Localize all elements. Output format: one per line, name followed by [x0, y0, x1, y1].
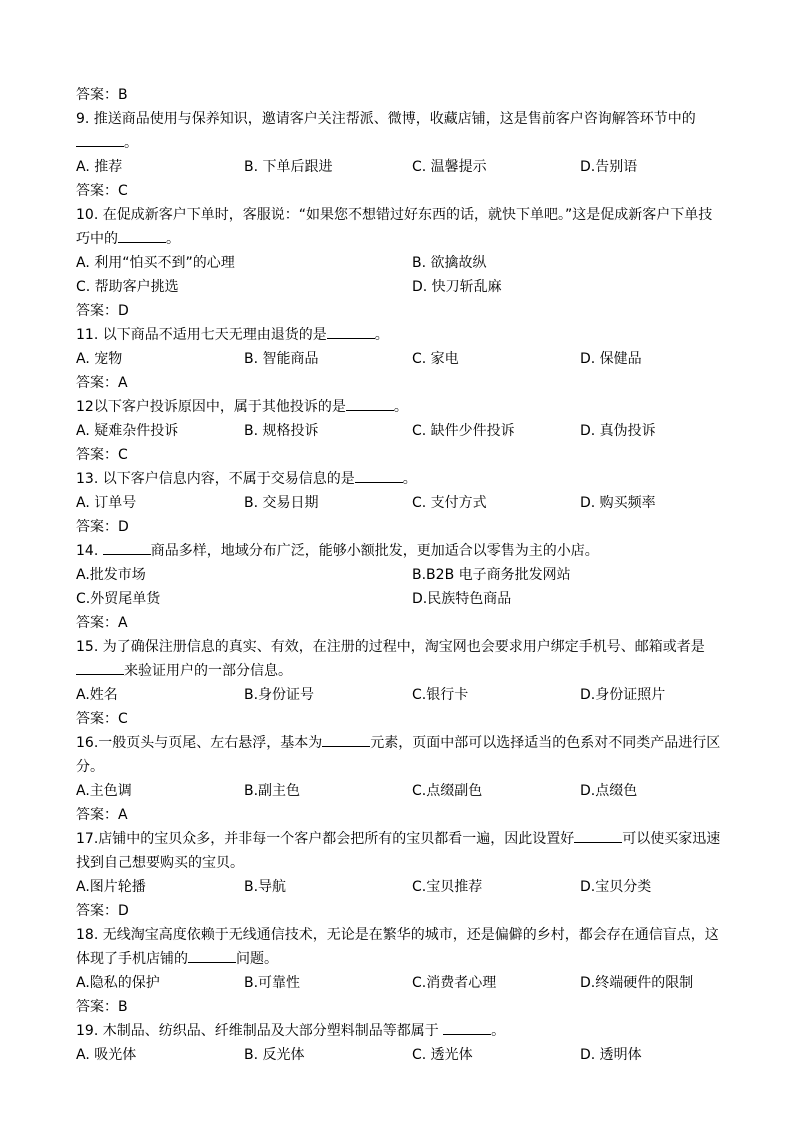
question-tail: 来验证用户的一部分信息。	[124, 663, 292, 679]
question-tail: 元素，页面中部可以选择适当的色系对不同类产品进行区分。	[76, 735, 721, 775]
option-item: B.身份证号	[244, 687, 315, 703]
question-text	[76, 1019, 726, 1043]
option-item: C. 支付方式	[412, 495, 487, 511]
option-item: A. 利用“怕买不到”的心理	[76, 255, 235, 271]
answer-blank	[355, 468, 403, 483]
answer-blank	[327, 324, 375, 339]
question-stem: 11. 以下商品不适用七天无理由退货的是	[76, 327, 327, 343]
question-stem: 18. 无线淘宝高度依赖于无线通信技术，无论是在繁华的城市，还是偏僻的乡村，都会存在通信盲点，这体现了手机店铺的	[76, 927, 719, 967]
answer-blank	[118, 228, 166, 243]
option-item: A.隐私的保护	[76, 975, 160, 991]
question-text	[76, 731, 726, 779]
question-tail: 。	[491, 1023, 506, 1039]
question-text	[76, 395, 726, 419]
option-item: A.图片轮播	[76, 879, 146, 895]
answer-line: 答案：B	[76, 87, 128, 103]
option-item: D.告别语	[580, 159, 638, 175]
option-item: B. 欲擒故纵	[412, 255, 487, 271]
option-item: A. 疑难杂件投诉	[76, 423, 179, 439]
question-tail: 商品多样，地域分布广泛，能够小额批发，更加适合以零售为主的小店。	[150, 543, 599, 559]
option-item: A. 吸光体	[76, 1047, 137, 1063]
question-tail: 。	[402, 471, 417, 487]
option-item: C.外贸尾单货	[76, 591, 161, 607]
options-row	[76, 419, 726, 443]
question-stem: 16.一般页头与页尾、左右悬浮，基本为	[76, 735, 323, 751]
options-row	[76, 155, 726, 179]
answer-line: 答案：D	[76, 303, 129, 319]
exam-page	[76, 83, 726, 1067]
option-item: D.点缀色	[580, 783, 638, 799]
option-item: D. 透明体	[580, 1047, 642, 1063]
answer-line: 答案：D	[76, 519, 129, 535]
answer-line: 答案：D	[76, 903, 129, 919]
options-row	[76, 683, 726, 707]
question-tail: 。	[393, 399, 408, 415]
answer-line: 答案：A	[76, 375, 128, 391]
answer-line: 答案：C	[76, 183, 128, 199]
options-row	[76, 563, 726, 587]
option-item: D.终端硬件的限制	[580, 975, 694, 991]
question-stem: 12以下客户投诉原因中，属于其他投诉的是	[76, 399, 346, 415]
option-item: A.主色调	[76, 783, 132, 799]
option-item: D.民族特色商品	[412, 591, 512, 607]
question-text	[76, 107, 726, 155]
option-item: B. 下单后跟进	[244, 159, 333, 175]
answer-blank	[103, 540, 151, 555]
question-stem: 14.	[76, 543, 103, 559]
option-item: B.副主色	[244, 783, 301, 799]
answer-line: 答案：B	[76, 999, 128, 1015]
question-text	[76, 635, 726, 683]
option-item: B. 规格投诉	[244, 423, 319, 439]
question-text	[76, 923, 726, 971]
option-item: C. 温馨提示	[412, 159, 487, 175]
option-item: A. 推荐	[76, 159, 123, 175]
option-item: B. 交易日期	[244, 495, 319, 511]
option-item: D.宝贝分类	[580, 879, 652, 895]
options-row	[76, 971, 726, 995]
question-text	[76, 539, 726, 563]
answer-blank	[346, 396, 394, 411]
option-item: B.导航	[244, 879, 287, 895]
option-item: B.可靠性	[244, 975, 301, 991]
options-row	[76, 779, 726, 803]
question-tail: 。	[166, 231, 180, 247]
question-tail: 。	[374, 327, 389, 343]
question-stem: 15. 为了确保注册信息的真实、有效，在注册的过程中，淘宝网也会要求用户绑定手机号、邮箱或者是	[76, 639, 705, 655]
option-item: C. 帮助客户挑选	[76, 279, 179, 295]
option-item: A.批发市场	[76, 567, 146, 583]
question-text	[76, 467, 726, 491]
option-item: A. 宠物	[76, 351, 123, 367]
options-row	[76, 491, 726, 515]
options-row	[76, 587, 726, 611]
question-tail: 可以使买家迅速找到自己想要购买的宝贝。	[76, 831, 721, 871]
answer-line: 答案：A	[76, 615, 128, 631]
option-item: A. 订单号	[76, 495, 137, 511]
question-stem: 13. 以下客户信息内容，不属于交易信息的是	[76, 471, 355, 487]
options-row	[76, 251, 726, 275]
question-text	[76, 203, 726, 251]
answer-blank	[76, 660, 124, 675]
option-item: C. 家电	[412, 351, 459, 367]
option-item: C.消费者心理	[412, 975, 497, 991]
option-item: C.银行卡	[412, 687, 469, 703]
answer-line: 答案：C	[76, 447, 128, 463]
option-item: D. 购买频率	[580, 495, 656, 511]
options-row	[76, 275, 726, 299]
option-item: B. 反光体	[244, 1047, 305, 1063]
answer-blank	[322, 732, 370, 747]
option-item: C.宝贝推荐	[412, 879, 483, 895]
option-item: D. 快刀斩乱麻	[412, 279, 502, 295]
answer-blank	[76, 132, 124, 147]
answer-line: 答案：A	[76, 807, 128, 823]
question-stem: 19. 木制品、纺织品、纤维制品及大部分塑料制品等都属于	[76, 1023, 444, 1039]
option-item: B.B2B 电子商务批发网站	[412, 567, 571, 583]
options-row	[76, 875, 726, 899]
option-item: C. 缺件少件投诉	[412, 423, 515, 439]
question-stem: 10. 在促成新客户下单时，客服说：“如果您不想错过好东西的话，就快下单吧。”这是促成新客户下单技巧中的	[76, 207, 713, 247]
option-item: D. 真伪投诉	[580, 423, 656, 439]
options-row	[76, 347, 726, 371]
answer-blank	[443, 1020, 491, 1035]
option-item: D.身份证照片	[580, 687, 666, 703]
option-item: C.点缀副色	[412, 783, 483, 799]
answer-blank	[574, 828, 622, 843]
question-stem: 9. 推送商品使用与保养知识，邀请客户关注帮派、微博，收藏店铺，这是售前客户咨询解答环节中的	[76, 111, 696, 127]
question-tail: 问题。	[236, 951, 278, 967]
options-row	[76, 1043, 726, 1067]
option-item: B. 智能商品	[244, 351, 319, 367]
option-item: C. 透光体	[412, 1047, 473, 1063]
option-item: A.姓名	[76, 687, 118, 703]
option-item: D. 保健品	[580, 351, 642, 367]
answer-line: 答案：C	[76, 711, 128, 727]
question-text	[76, 827, 726, 875]
answer-blank	[188, 948, 236, 963]
question-tail: 。	[124, 135, 138, 151]
question-stem: 17.店铺中的宝贝众多，并非每一个客户都会把所有的宝贝都看一遍，因此设置好	[76, 831, 575, 847]
question-text	[76, 323, 726, 347]
